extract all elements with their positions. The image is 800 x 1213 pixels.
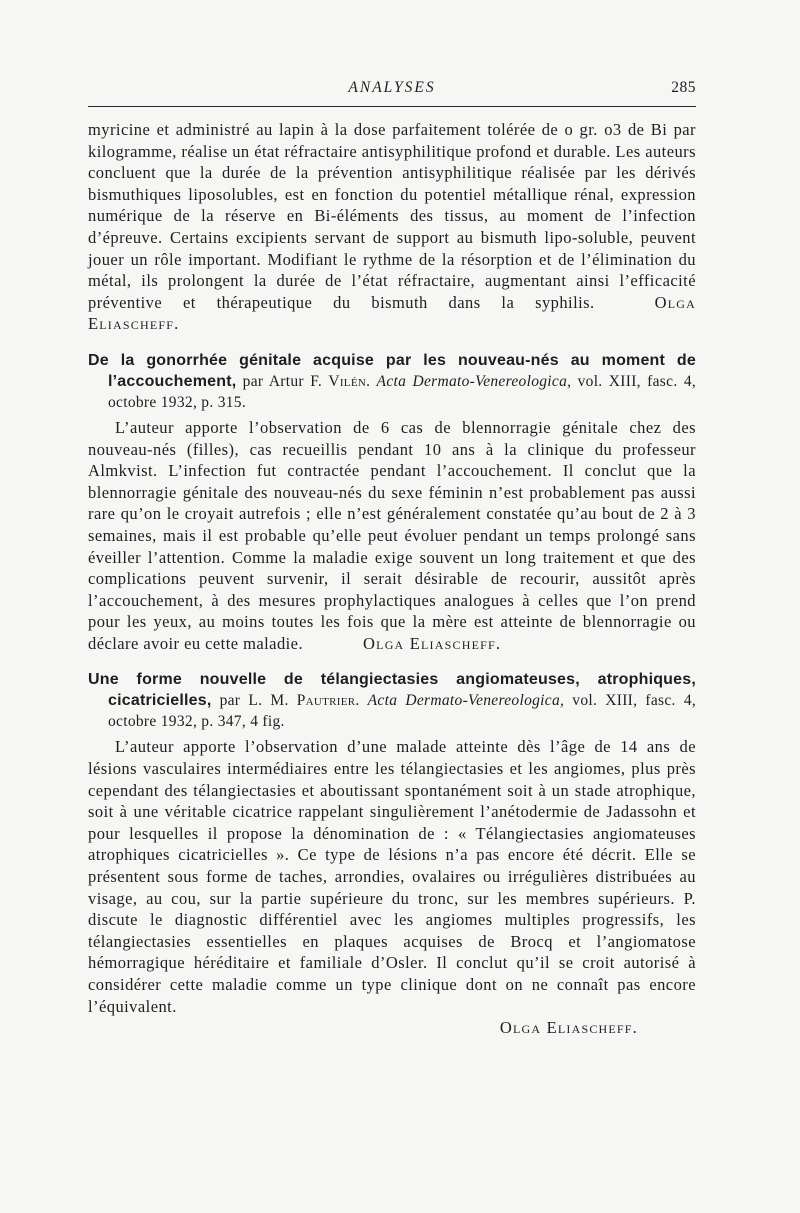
article-heading xyxy=(88,350,696,413)
article-signature: Olga Eliascheff. xyxy=(499,1018,638,1038)
article-signature-line xyxy=(88,1017,696,1039)
article-body-text: L’auteur apporte l’observation de 6 cas de blennorragie génitale chez des nouveau-nés (filles), cas recueillis pendant 10 ans à la clinique du professeur Almkvist. L’infection fut contractée pendant l’accouchement. Il conclut que la blennorragie génitale des nouveau-nés du sexe féminin n’est probablement pas aussi rare qu’on le croyait autrefois ; elle n’est généralement constatée qu’au bout de 2 à 3 semaines, mais il est probable qu’elle peut évoluer pendant un temps prolongé sans éveiller l’attention. Comme la maladie exige souvent un long traitement et que des complications peuvent survenir, il serait désirable de recourir, aussitôt après l’accouchement, à des mesures prophylactiques analogues à celles que l’on prend pour les yeux, au moins toutes les fois que la mère est atteinte de blennorragie ou déclare avoir eu cette maladie. xyxy=(88,417,696,653)
article-title: Une forme nouvelle de télangiectasies angiomateuses, atrophiques, cicatricielles, xyxy=(88,671,696,710)
journal-page xyxy=(88,76,696,1039)
article-author: Vilén. xyxy=(328,372,371,390)
running-header xyxy=(88,76,696,102)
article-title: De la gonorrhée génitale acquise par les nouveau-nés au moment de l’accouchement, xyxy=(88,351,696,390)
review-gonorrhee xyxy=(88,350,696,655)
article-body-text: L’auteur apporte l’observation d’une malade atteinte dès l’âge de 14 ans de lésions vasculaires intermédiaires entre les télangiectasies et les angiomes, plus près cependant des télangiectasies et aboutissant spontanément soit à un stade atrophique, soit à une véritable cicatrice rappelant singulièrement l’anétodermie de Jadassohn et pour lesquelles il propose la dénomination de : « Télangiectasies angiomateuses atrophiques cicatricielles ». Ce type de lésions n’a pas encore été décrit. Elle se présentent sous forme de taches, arrondies, ovalaires ou irrégulières distribuées au visage, au cou, sur la partie supérieure du tronc, sur les membres supérieurs. P. discute le diagnostic différentiel avec les angiomes multiples progressifs, les télangiectasies essentielles en plaques acquises de Brocq et l’angiomatose hémorragique héréditaire et familiale d’Osler. Il conclut qu’il se croit autorisé à considérer cette maladie comme un type clinique dont on ne connaît pas encore l’équivalent. xyxy=(88,737,696,1016)
article-journal: Acta Dermato-Venereologica, xyxy=(367,692,565,710)
article-heading xyxy=(88,669,696,732)
continuation-text: myricine et administré au lapin à la dose parfaitement tolérée de o gr. o3 de Bi par kilogramme, réalise un état réfractaire antisyphilitique profond et durable. Les auteurs concluent que la durée de la prévention antisyphilitique réalisée par les dérivés bismuthiques liposolubles, est en fonction du potentiel métallique rénal, expression numérique de la réserve en Bi-éléments des tissus, au moment de l’infection d’épreuve. Certains excipients servant de support au bismuth lipo-soluble, peuvent jouer un rôle important. Modifiant le rythme de la résorption et de l’élimination du métal, ils prolongent la durée de l’état réfractaire, augmentant ainsi l’efficacité préventive et thérapeutique du bismuth dans la syphilis. xyxy=(88,120,696,312)
continuation-paragraph xyxy=(88,119,696,335)
article-author: Pautrier. xyxy=(296,692,360,710)
page-number: 285 xyxy=(671,79,696,96)
running-title: ANALYSES xyxy=(348,79,436,96)
article-body xyxy=(88,417,696,655)
page-body xyxy=(88,119,696,1039)
article-body xyxy=(88,736,696,1017)
review-telangiectasies xyxy=(88,669,696,1038)
article-byline: par Artur F. xyxy=(242,372,323,390)
article-byline: par L. M. xyxy=(219,692,289,710)
header-rule xyxy=(88,106,696,107)
article-citation: vol. XIII, fasc. 4, octobre 1932, p. 347, 4 fig. xyxy=(108,692,697,731)
article-journal: Acta Dermato-Venereologica, xyxy=(376,372,572,390)
article-citation: vol. XIII, fasc. 4, octobre 1932, p. 315. xyxy=(108,372,697,411)
continuation-signature: Olga Eliascheff. xyxy=(88,292,696,334)
article-signature: Olga Eliascheff. xyxy=(363,633,502,653)
